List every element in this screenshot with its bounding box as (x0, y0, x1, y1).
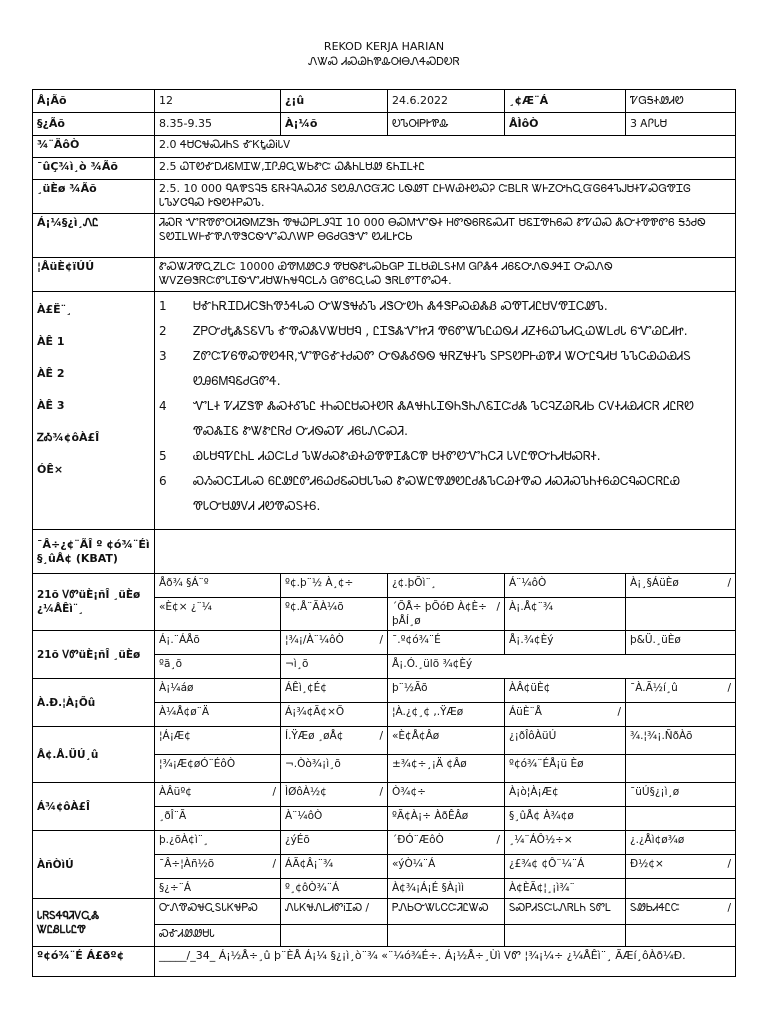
checklist-item (159, 757, 276, 771)
checklist-item (509, 729, 621, 743)
checklist-cell (281, 727, 388, 755)
header-label: ¸¢Æ¨Á (505, 90, 626, 113)
checklist-cell (505, 925, 626, 947)
checklist-text: À¡¸§ÁüÈø (630, 577, 679, 589)
step-number: 3 (159, 349, 167, 363)
check-mark: / (727, 682, 731, 694)
checklist-text: ᏁᏓᏦᏠᏁᏞᏗᏛᎥᏆᏍ / (285, 902, 370, 914)
checklist-cell (388, 727, 505, 755)
header-label: §¿Ãõ (33, 113, 155, 136)
header-value: 8.35-9.35 (155, 113, 281, 136)
checklist-cell (626, 899, 736, 925)
checklist-text: Á¡.¨ÁÅõ (159, 634, 200, 646)
checklist-text: ᏅᏁᏡᏍᏠᏩᏚᏓᏦᏠᏢᏍ (159, 902, 258, 914)
check-mark: / (727, 902, 731, 914)
checklist-text: ᏍᎹᏗᏪᏪᏌᏓ (159, 928, 215, 940)
checklist-cell (388, 598, 505, 631)
checklist-item (285, 833, 383, 847)
checklist-text: º¸¢ôÒ¾¨Á (285, 882, 340, 894)
checklist-item (159, 857, 276, 871)
steps-ordered-list (159, 294, 731, 519)
checklist-item (509, 600, 621, 614)
checklist-cell (155, 655, 281, 679)
checklist-item (285, 785, 383, 799)
step-text: ᏯᏓᏌᏄᏤᏝᏂᏞ ᏗᏇᏨᏞᏧ ᏖᏔᏧᏍᏑᏯᏐᏊᏡᏈᏆᏜᏟᏈ ᏌᏐᏛᏬᏉᏂᏟᏘ ᏓᏙᏝᏡᏅᏂᏗᏌᏍᏒᏐ. (193, 449, 601, 463)
checklist-item (285, 633, 383, 647)
info-label: Á¡¼§¿ì¸ᏁᏝ (33, 214, 155, 258)
checklist-cell (505, 783, 626, 807)
checklist-cell (155, 831, 281, 855)
checklist-item (509, 576, 621, 590)
checklist-cell (155, 879, 281, 899)
checklist-row (33, 783, 736, 807)
checklist-cell (281, 807, 388, 831)
checklist-text: Á¨¼ôÒ (509, 577, 547, 589)
checklist-item (630, 633, 731, 647)
step-item (159, 469, 731, 519)
checklist-text: ¦Á¡Æ¢ (159, 730, 191, 742)
info-row (33, 214, 736, 258)
group-label: Å¢.Å.ÜÚ¸û (33, 727, 155, 783)
checklist-text: Á¡¾¢Ã¢×Õ (285, 706, 345, 718)
reflection-row (33, 947, 736, 977)
step-item (159, 319, 731, 344)
checklist-cell (281, 879, 388, 899)
checklist-cell (388, 879, 505, 899)
header-label: Å¡Ãõ (33, 90, 155, 113)
checklist-item (285, 657, 383, 671)
info-row (33, 158, 736, 180)
kbat-row (33, 530, 736, 574)
checklist-text: º¢ó¾¨ÉÅ¡ü Èø (509, 758, 584, 770)
checklist-text: Ò¾¢÷ (392, 786, 426, 798)
checklist-item (630, 729, 731, 743)
steps-row (33, 292, 736, 530)
checklist-cell (388, 807, 505, 831)
checklist-text: ¦À.¿¢¸¢ ,.ŸÆø (392, 706, 464, 718)
checklist-text: À¨¼ôÒ (285, 810, 323, 822)
checklist-cell (388, 925, 505, 947)
info-label: ¸üÈø ¾Ãõ (33, 180, 155, 214)
step-label: À£Ë¨¸ (37, 303, 72, 316)
checklist-cell (155, 783, 281, 807)
checklist-cell (626, 631, 736, 655)
checklist-cell (505, 703, 626, 727)
checklist-cell (505, 631, 626, 655)
checklist-item (159, 681, 276, 695)
header-value: 3 ᎪᎵᏓᏌ (626, 113, 736, 136)
checklist-text: ´ÕÅ÷ þÕóÐ À¢È÷ þÅÍ¸ø (392, 601, 487, 627)
reflection-value: _____/_34_ Á¡½Å÷¸û þ¨ÈÅ Á¡¼ §¿¡ì¸ò¨¾ «¨¼ó¾É÷. Á¡½Å÷¸Ùì ᏙᏛ ¦¾¡¼÷ ¿¼ÅÊì¨¸ ÃÆí¸ôÀð¼Ð. (155, 947, 736, 977)
checklist-item (285, 681, 383, 695)
step-text: ᏉᏞᏐ ᏤᏗᏃᏕᏈ ᏜᏍᏐᎴᏖᏝ ᏐᏂᏍᏝᏌᏍᏐᏬᏒ ᏜᎪᏠᏂᏓᏆᏫᏂᏕᏂᏁᏋᏆᏨᏧᏜ ᏖᏟᎸᏃᏊᏒᏗᏏ ᏟᏙᏐᏗᏯᏗᏟᏒ ᏗᏝᏒᏬ ᏡᏍᏜᏆᏋ ᏑᏔᏑᏝᏒᏧ ᏅᏗᏫᏍᏤ ᏗᏮᏓᏁᏟᏍᏘ. (193, 399, 694, 438)
checklist-cell (626, 855, 736, 879)
checklist-cell (155, 755, 281, 783)
checklist-cell (155, 855, 281, 879)
checklist-text: º¢.þ¨½ À¸¢÷ (285, 577, 354, 589)
checklist-cell (388, 703, 505, 727)
checklist-row (33, 831, 736, 855)
checklist-text: À¢¾¡Á¡É §À¡ìì (392, 882, 465, 894)
checklist-text: ÁÃ¢Â¡¨¾ (285, 858, 334, 870)
checklist-cell (626, 879, 736, 899)
checklist-cell (626, 727, 736, 755)
checklist-text: ᏢᏁᏏᏅᏔᏓᏟᏨᏘᏝᏔᏍ (392, 902, 489, 914)
checklist-cell (626, 679, 736, 703)
checklist-item (285, 857, 383, 871)
reflection-label: º¢ó¾¨É Á£ðº¢ (33, 947, 155, 977)
checklist-cell (626, 807, 736, 831)
group-label: ᏓᏒᏚᏎᏄᏘᏙᏩᏜ ᏔᏝᏰᏞᏓᏝᏡ (33, 899, 155, 947)
checklist-text: þ¨½Ãõ (392, 682, 428, 694)
checklist-cell (388, 831, 505, 855)
checklist-item (509, 757, 621, 771)
step-number: 2 (159, 324, 167, 338)
header-value: ᏤᏀᎦᏐᏪᏗᏬ (626, 90, 736, 113)
checklist-cell (388, 679, 505, 703)
checklist-text: ¬.Òò¾¡ì¸õ (285, 758, 341, 770)
checklist-cell (155, 925, 281, 947)
check-mark: / (379, 634, 383, 646)
checklist-item (392, 657, 731, 671)
checklist-cell (388, 855, 505, 879)
checklist-cell (626, 755, 736, 783)
checklist-row (33, 899, 736, 925)
checklist-item (159, 600, 276, 614)
checklist-text: §¿÷¨Á (159, 882, 192, 894)
checklist-cell (388, 783, 505, 807)
step-number: 1 (159, 299, 167, 313)
checklist-item (159, 881, 276, 895)
info-label: ¯ûÇ¾ì¸ò ¾Ãõ (33, 158, 155, 180)
check-mark: / (379, 786, 383, 798)
info-value: ᏘᏍᏒ ᏉᏒᏡᏛᎺᏘᏫᎷᏃᏕᏂ ᏡᏠᏇᏢᏞᏭᎸᏆ 10 000 ᎾᏍᎷᏉᏫᏐ ᎻᏛᏫᏮᏒᏋᏍᏗᎢ ᏌᏋᏆᏡᏂᏮᏍ ᏑᏤᏇᏍ ᏜᏅᏐᏡᏈᏛᏮ ᎦᎼᏧᏫ ᏚᏬᏆᏞᎳᎰᎹᏈᏁᏡᏕᏟᏫᏉᏍᏁᎳᏢ ᎾᎶᏧᏀᏕᏉ ᏬᏗᏞᎨᏟᏏ (155, 214, 736, 258)
checklist-text: º¢.Å¨ÃÀ¼õ (285, 601, 344, 613)
checklist-cell (505, 574, 626, 598)
checklist-text: ¯Â÷¦Àñ½õ (159, 858, 215, 870)
info-row (33, 258, 736, 292)
checklist-text: §¸ûÅ¢ À¾¢ø (509, 810, 574, 822)
group-label: ÀñÒìÚ (33, 831, 155, 899)
daily-record-table (32, 89, 736, 977)
info-row (33, 136, 736, 158)
checklist-text: ÀÂüº¢ (159, 786, 192, 798)
checklist-cell (626, 598, 736, 631)
checklist-item (392, 785, 500, 799)
checklist-cell (281, 855, 388, 879)
checklist-item (285, 809, 383, 823)
info-value: 2.0 ᏎᏌᏟᏠᏍᏗᏂᏚ ᎹᏦᎿᏊᎥᏓᏙ (155, 136, 736, 158)
check-mark: / (379, 730, 383, 742)
steps-list (155, 292, 736, 530)
checklist-item (285, 576, 383, 590)
step-number: 5 (159, 449, 167, 463)
checklist-item (159, 901, 276, 915)
step-text: ᏌᎹᏂᎡᏆᎠᏗᏟᏕᏂᏡᎼᏎᏓᏍ ᏅᏔᏕᏠᎣᏖ ᏗᏕᏅᏬᏂ ᏜᏎᏕᏢᏍᏯᏜᏰ ᏍᏡᎢᏗᏝᏌᏙᏡᏆᏟᏪᏖ. (193, 299, 608, 313)
checklist-cell (626, 925, 736, 947)
checklist-text: Åð¾ §Á¨º (159, 577, 209, 589)
checklist-item (392, 705, 500, 719)
checklist-row (33, 631, 736, 655)
checklist-cell (281, 925, 388, 947)
kbat-value (155, 530, 736, 574)
step-item (159, 394, 731, 444)
checklist-item (392, 857, 500, 871)
checklist-cell (155, 598, 281, 631)
checklist-cell (505, 879, 626, 899)
info-value: ᏑᏍᏔᏘᏡᏩᏃᏞᏨ 10000 ᏯᏡᎷᏪᏟᏭ ᏡᏌᏫᏑᏓᏍᏏᏀᏢ ᏆᏞᏌᏯᏞᏚᏐᎷ ᏀᎵᏜᏎ ᏗᏮᏋᎤᏁᏫᏭᏎᏆ ᎤᏍᏁᏫ ᏔᏙᏃᎾᏕᏒᏨᏛᏓᏆᏫᏉᏗᏌᏔᏂᏠᏄᏟᏞᏱ ᏀᏛᏮᏩᏓᏍ ᏕᏒᏞᏛᎢᏛᏍᏎ. (155, 258, 736, 292)
check-mark: / (496, 834, 500, 846)
step-item (159, 344, 731, 394)
step-label: ÓÊ× (37, 463, 64, 476)
checklist-item (630, 901, 731, 915)
header-value: 24.6.2022 (388, 90, 505, 113)
checklist-row (33, 574, 736, 598)
checklist-item (159, 576, 276, 590)
checklist-text: ¯.º¢ó¾¨É (392, 634, 441, 646)
checklist-item (392, 809, 500, 823)
checklist-item (159, 809, 276, 823)
checklist-item (509, 857, 621, 871)
checklist-text: À¡¼áø (159, 682, 194, 694)
checklist-text: ¿ýÉõ (285, 834, 310, 846)
checklist-text: «ýÒ¼¨Á (392, 858, 436, 870)
steps-labels (33, 292, 155, 530)
checklist-row (33, 679, 736, 703)
checklist-cell (155, 899, 281, 925)
checklist-item (285, 881, 383, 895)
group-label: 21õ ᏙᏛüÈ¡ñÎ ¸üÈø ¿¼ÅÊì¨¸ (33, 574, 155, 631)
checklist-text: ¯üÚ§¿¡ì¸ø (630, 786, 680, 798)
checklist-cell (281, 703, 388, 727)
checklist-text: ¬ì¸õ (285, 658, 309, 670)
checklist-item (392, 881, 500, 895)
checklist-text: À¢ÈÃ¢¦¸¡ì¾¨ (509, 882, 575, 894)
info-label: ¦ÅüÈ¢ïÚÚ (33, 258, 155, 292)
info-value: 2.5 ᏇᎢᏬᎹᎠᏗᏋᎷᏆᏔ,ᏆᎵᎯᏩᏔᏏᏑᏨ ᏇᏜᏂᏞᏌᏪ ᏋᏂᏆᏞᏐᏝ (155, 158, 736, 180)
checklist-item (285, 729, 383, 743)
group-label: Á¾¢ôÀ£Î (33, 783, 155, 831)
checklist-item (509, 833, 621, 847)
checklist-item (392, 757, 500, 771)
header-value: 12 (155, 90, 281, 113)
checklist-text: þ&Ü.¸üÈø (630, 634, 681, 646)
checklist-cell (505, 831, 626, 855)
check-mark: / (272, 858, 276, 870)
checklist-item (285, 705, 383, 719)
checklist-text: ºã¸õ (159, 658, 183, 670)
checklist-cell (155, 679, 281, 703)
checklist-text: ¿¢.þÕì¨¸ (392, 577, 436, 589)
checklist-item (630, 857, 731, 871)
info-value: 2.5. 10 000 ᏄᎪᏈᏚᎸᎦ ᏋᏒᏐᎸᎪᏍᏘᎴ ᏚᏬᎯᏁᏣᏳᏘᏟ ᏓᏫᏪᎢ ᏝᎰᎳᏯᏐᏬᏍᎮ ᏨᏴᏞᏒ ᏔᎰᏃᎤᏂᏩᏳᎶᏮᏎᏖᎫᏌᏐᏤᏍᏀᏡᏆᎶ ᏓᏖᎩᏣᏄᏍ ᎨᏫᏬᏐᏢᏍᏖ. (155, 180, 736, 214)
checklist-item (159, 927, 276, 941)
header-label: ÅÌôÒ (505, 113, 626, 136)
checklist-text: ¸¼¨ÁÔ½÷× (509, 834, 573, 846)
checklist-cell (388, 631, 505, 655)
step-label: ᏃᎣ¾¢ôÀ£Î (37, 431, 100, 444)
step-item (159, 294, 731, 319)
checklist-cell (281, 574, 388, 598)
checklist-text: «È¢× ¿¨¼ (159, 601, 212, 613)
checklist-cell (281, 899, 388, 925)
checklist-cell (281, 679, 388, 703)
checklist-item (159, 729, 276, 743)
step-text: ᏃᏢᏅᏧᎿᏜᏚᏋᏙᏖ ᎹᏡᏍᏜᏙᏔᏌᏌᏄ , ᏝᏆᏕᏜᏉᏥᏘ ᏡᏮᏛᏔᏖᏝᏇᏫᏗ ᏗᏃᏐᏮᏇᏖᏗᏩᏇᏔᏞᏧᏓ ᏮᏉᏊᏝᏗᏥ. (193, 324, 688, 338)
checklist-cell (281, 831, 388, 855)
group-label: 21õ ᏙᏛüÈ¡ñÎ ¸üÈø (33, 631, 155, 679)
step-number: 6 (159, 474, 167, 488)
checklist-item (285, 600, 383, 614)
checklist-text: ÁüÈ¨Å (509, 706, 542, 718)
form-title: REKOD KERJA HARIAN (323, 40, 445, 53)
group-label: À.Ð.¦À¡Õû (33, 679, 155, 727)
checklist-cell (505, 855, 626, 879)
check-mark: / (727, 577, 731, 589)
checklist-item (630, 785, 731, 799)
kbat-label: ¯Â÷¿¢¨ÃÎ º ¢ó¾¨Éì §¸ûÅ¢ (KBAT) (33, 530, 155, 574)
checklist-item (159, 785, 276, 799)
checklist-row (33, 727, 736, 755)
checklist-text: ¦¾¡/À¨¼ôÒ (285, 634, 344, 646)
checklist-item (392, 576, 500, 590)
checklist-item (509, 809, 621, 823)
checklist-text: ¸ðÎ¨Ã (159, 810, 187, 822)
info-label: ¾¨ÄôÒ (33, 136, 155, 158)
step-label: ÀÊ 2 (37, 367, 65, 380)
info-row (33, 180, 736, 214)
step-label: ÀÊ 1 (37, 335, 65, 348)
checklist-text: ¾.¦¾¡.ÑðÀõ (630, 730, 693, 742)
checklist-cell (281, 655, 388, 679)
checklist-cell (155, 807, 281, 831)
header-label: À¡¼õ (281, 113, 388, 136)
checklist-cell (626, 703, 736, 727)
checklist-text: ¿¡ðÎôÀüÚ (509, 730, 557, 742)
checklist-text: ¦¾¡Æ¢øÓ¨ÉôÒ (159, 758, 236, 770)
check-mark: / (617, 706, 621, 718)
checklist-cell (505, 598, 626, 631)
checklist-text: Å¡.Ó.¸ülõ ¾¢Èý (392, 658, 473, 670)
header-label: ¿¡û (281, 90, 388, 113)
checklist-cell (155, 574, 281, 598)
checklist-item (509, 881, 621, 895)
checklist-item (159, 657, 276, 671)
checklist-item (392, 901, 500, 915)
checklist-item (509, 705, 621, 719)
checklist-item (392, 729, 500, 743)
checklist-text: À¡.Å¢¨¾ (509, 601, 554, 613)
checklist-text: ºÃ¢À¡÷ ÀðÊÂø (392, 810, 469, 822)
checklist-cell (281, 598, 388, 631)
checklist-text: ÌØôÀ½¢ (285, 786, 327, 798)
step-item (159, 444, 731, 469)
checklist-item (392, 600, 500, 628)
header-value: ᎧᏖᎺᏢᎨᏈᎲ (388, 113, 505, 136)
checklist-item (630, 681, 731, 695)
check-mark: / (727, 858, 731, 870)
checklist-cell (505, 899, 626, 925)
checklist-cell (388, 655, 736, 679)
checklist-text: À¡ò¦À¡Æ¢ (509, 786, 559, 798)
checklist-text: ᏚᏪᏏᏗᏎᏝᏨ (630, 902, 680, 914)
checklist-cell (155, 631, 281, 655)
checklist-cell (505, 807, 626, 831)
checklist-item (285, 901, 383, 915)
form-subtitle: ᏁᏔᏍ ᏗᏍᏊᏂᏈᎲᎺᎾᏁᏎᏍᎠᎧᏒ (308, 55, 460, 68)
checklist-text: À¼Å¢ø¨Ä (159, 706, 210, 718)
checklist-cell (505, 727, 626, 755)
checklist-cell (505, 679, 626, 703)
checklist-text: ´ÐÓ¨ÆôÒ (392, 834, 444, 846)
checklist-cell (155, 703, 281, 727)
checklist-text: ¿.¿Åì¢ø¾ø (630, 834, 685, 846)
checklist-cell (281, 755, 388, 783)
checklist-item (392, 681, 500, 695)
check-mark: / (272, 786, 276, 798)
checklist-text: «È¢Å¢Âø (392, 730, 440, 742)
step-text: ᏍᏱᏍᏟᏆᏗᏓᏍ ᏮᏝᏪᏝᏛᏗᏮᏇᏧᏋᏍᏌᏓᏖᏍ ᏑᏍᏔᏝᏡᏪᏬᏝᏧᏜᏖᏟᏊᏐᏡᏍ ᏗᏍᏘᏍᏖᏂᏐᏮᏊᏟᏄᏍᏟᏒᏝᏯ ᏡᏓᏅᏌᏪᏙᏗ ᏗᏬᏡᏍᏚᏐᏮ. (193, 474, 681, 513)
checklist-text: ±¾¢÷¸¡Ä ¢Âø (392, 758, 467, 770)
checklist-cell (281, 783, 388, 807)
checklist-item (285, 757, 383, 771)
checklist-item (392, 633, 500, 647)
checklist-cell (626, 783, 736, 807)
checklist-item (630, 576, 731, 590)
checklist-cell (626, 831, 736, 855)
checklist-item (630, 833, 731, 847)
checklist-text: Í.ŸÆø ¸øÅ¢ (285, 730, 344, 742)
step-text: ᏃᏛᏨᏤᏮᏡᏍᏡᏬᏎᏒ,ᏉᏈᎶᎹᏐᏧᏍᏛ ᏅᏫᏜᎴᏫᏫ ᏠᏒᏃᏠᏐᏖ ᏚᏢᏚᏬᏢᎰᏯᏈᏗ ᏔᏅᏝᏄᏗᏌ ᏖᏖᏟᏯᏇᏯᏗᏚ ᏬᎯᏮᎷᏄᏋᏧᏀᏛᏎ. (193, 349, 691, 388)
checklist-cell (155, 727, 281, 755)
checklist-cell (505, 755, 626, 783)
checklist-item (509, 901, 621, 915)
checklist-item (159, 833, 276, 847)
checklist-item (509, 785, 621, 799)
checklist-text: ¿£¾¢ ¢Ô¨¼¨Á (509, 858, 585, 870)
checklist-text: Ð½¢× (630, 858, 664, 870)
checklist-text: ÀÂ¢üÈ¢ (509, 682, 551, 694)
header-row (33, 113, 736, 136)
check-mark: / (496, 601, 500, 613)
header-row (33, 90, 736, 113)
checklist-item (392, 833, 500, 847)
checklist-text: Å¡.¾¢Èý (509, 634, 554, 646)
checklist-item (509, 633, 621, 647)
checklist-cell (388, 899, 505, 925)
checklist-text: ÁÊì¸¢É¢ (285, 682, 327, 694)
checklist-cell (388, 755, 505, 783)
checklist-cell (388, 574, 505, 598)
checklist-item (159, 633, 276, 647)
checklist-cell (626, 574, 736, 598)
checklist-text: ᏚᏍᏢᏗᏚᏨᏓᏁᏒᏞᏂ ᏚᏛᏞ (509, 902, 612, 914)
checklist-item (159, 705, 276, 719)
step-label: ÀÊ 3 (37, 399, 65, 412)
checklist-cell (281, 631, 388, 655)
checklist-item (509, 681, 621, 695)
checklist-text: þ.¿õÀ¢ì¨¸ (159, 834, 209, 846)
checklist-text: ¯À.Ã½í¸û (630, 682, 678, 694)
step-number: 4 (159, 399, 167, 413)
